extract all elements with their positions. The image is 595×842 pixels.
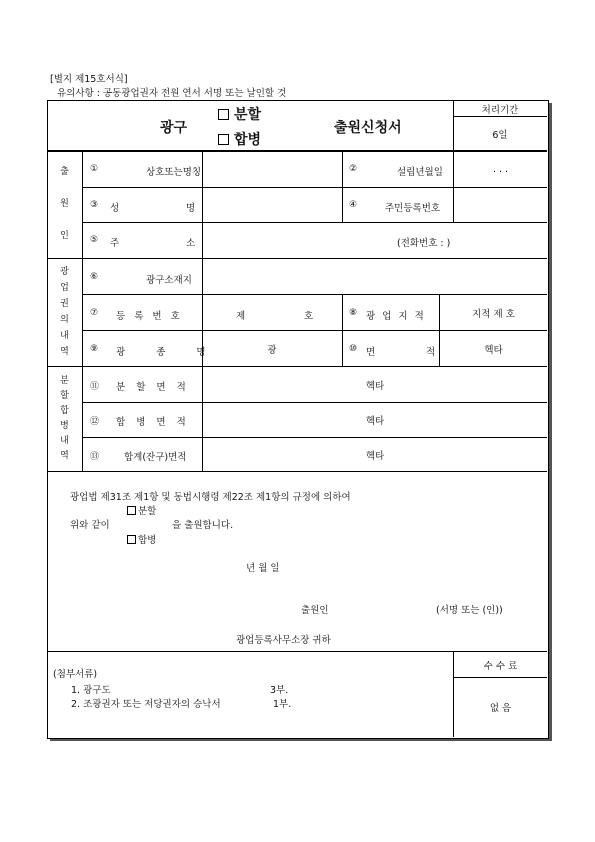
divider [342,150,343,222]
division-area-label: 분 할 면 적 [116,382,190,393]
registration-number-label: 등 록 번 호 [116,311,183,322]
address-label-a: 주 [110,238,120,249]
form-number: [별지 제15호서식] [50,74,128,85]
mine-location-field[interactable] [203,259,547,294]
area-field[interactable]: 헥타 [484,344,503,356]
total-area-field[interactable]: 헥타 [365,450,385,462]
processing-period-label: 처리기간 [481,104,519,116]
merger-area-field[interactable]: 헥타 [365,416,385,427]
item-number: ① [90,164,99,174]
company-name-field[interactable] [203,151,341,187]
divider [342,294,343,366]
title-option-merger: 합병 [218,129,261,149]
fee-value: 없 음 [489,703,512,714]
item-number: ⑫ [90,417,100,427]
mining-cadastre-field[interactable]: 지적 제 호 [472,308,515,320]
applicant-label: 출원인 [301,605,329,616]
merger-area-label: 합 병 면 적 [116,417,190,428]
processing-period-value: 6일 [492,129,508,141]
company-name-label: 상호또는명칭 [146,167,202,178]
item-number: ⑦ [90,308,99,318]
notice-text: 유의사항 : 공동광업권자 전원 연서 서명 또는 날인할 것 [57,88,287,99]
name-label-b: 명 [186,203,196,214]
address-label-b: 소 [186,238,196,249]
area-label-b: 적 [426,347,436,358]
divider [47,471,547,472]
item-number: ⑪ [90,382,100,392]
item-number: ⑧ [349,308,358,318]
checkbox-division [218,109,229,120]
item-number: ⑥ [90,272,99,282]
addressee: 광업등록사무소장 귀하 [236,635,331,646]
statement-line-a: 위와 같이 [70,520,110,531]
mineral-name-field[interactable]: 광 [267,344,277,356]
phone-label: (전화번호 : ) [397,238,451,249]
mining-cadastre-label: 광 업 지 적 [366,311,426,322]
resident-number-label: 주민등록번호 [385,203,441,214]
resident-number-field[interactable] [454,188,547,222]
statement-line-b: 을 출원합니다. [172,520,234,531]
attachment-qty-1: 3부. [270,685,289,696]
establish-date-label: 설립년월일 [397,167,443,178]
item-number: ⑬ [90,452,100,462]
item-number: ② [349,164,358,174]
checkbox-merger [218,134,229,145]
date-line: 년 월 일 [246,563,280,574]
item-number: ④ [349,200,358,210]
item-number: ⑩ [349,344,358,354]
option-merger[interactable]: 합병 [127,532,156,546]
title-prefix: 광구 [160,120,188,136]
checkbox-merger-body[interactable] [127,535,136,544]
item-number: ⑨ [90,344,99,354]
fee-label: 수 수 료 [483,660,518,672]
registration-suffix: 호 [304,311,314,322]
mine-location-label: 광구소재지 [146,275,192,286]
attachment-item-2: 2. 조광권자 또는 저당권자의 승낙서 [71,699,221,710]
division-area-field[interactable]: 헥타 [365,380,385,392]
option-division[interactable]: 분할 [127,503,156,517]
name-label-a: 성 [110,203,120,214]
section-applicant: 출원인 [60,167,69,241]
law-statement: 광업법 제31조 제1항 및 동법시행령 제22조 제1항의 규정에 의하여 [70,492,351,503]
total-area-label: 합계(잔구)면적 [124,452,187,463]
attachment-qty-2: 1부. [273,699,292,710]
section-mining-right: 광업권의내역 [60,267,69,357]
title-option-division: 분할 [218,104,261,124]
area-label-a: 면 [366,347,376,358]
address-field[interactable] [203,223,547,258]
section-division-merger: 분할합병내역 [60,375,69,461]
mineral-name-label: 광 종 명 [116,347,220,358]
establish-date-field[interactable]: . . . [492,163,509,175]
divider [82,150,83,471]
checkbox-division-body[interactable] [127,506,136,515]
item-number: ③ [90,200,99,210]
signature-label: (서명 또는 (인)) [436,605,503,616]
registration-prefix: 제 [236,311,246,322]
frame-shadow-right [549,103,552,740]
item-number: ⑤ [90,235,99,245]
title-suffix: 출원신청서 [334,120,402,136]
attachments-label: (첨부서류) [53,669,98,680]
attachment-item-1: 1. 광구도 [71,685,111,696]
name-field[interactable] [203,188,341,222]
